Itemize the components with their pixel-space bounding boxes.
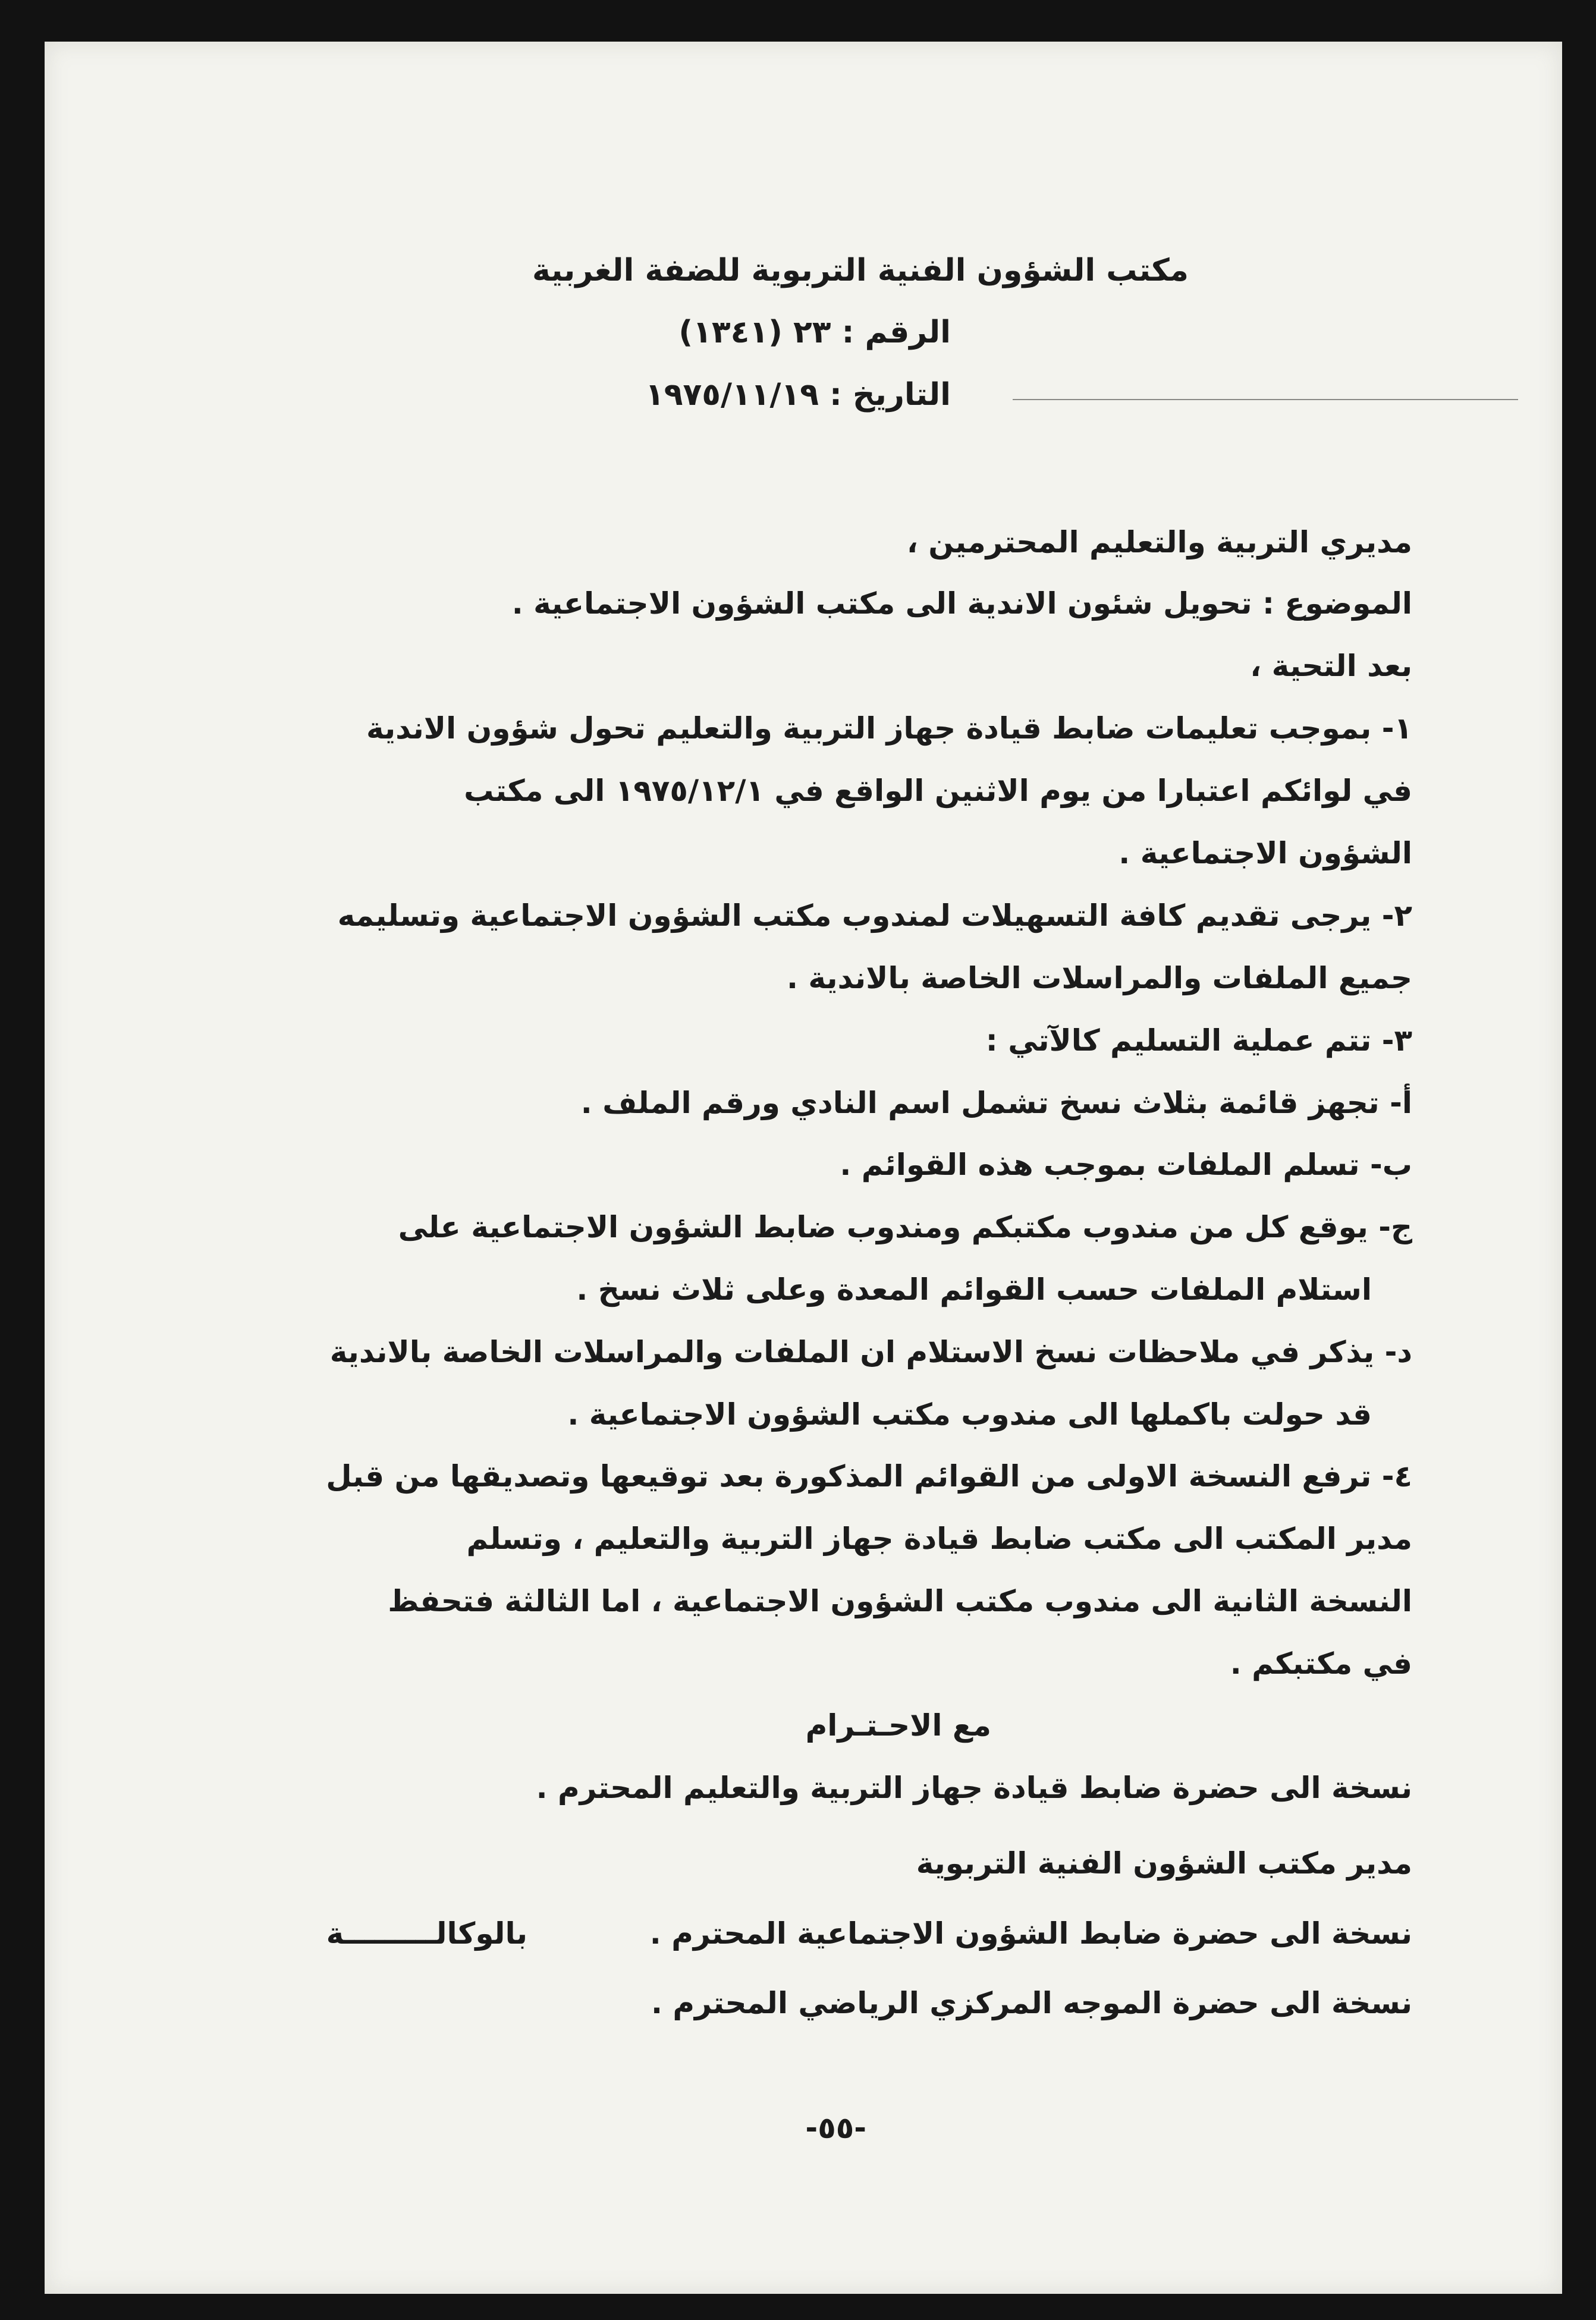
item-3-line-1: ٣- تتم عملية التسليم كالآتي : <box>985 1023 1412 1058</box>
signature-title: مدير مكتب الشؤون الفنية التربوية <box>916 1846 1412 1881</box>
document-page <box>45 42 1562 2294</box>
item-1-line-2: في لوائكم اعتبارا من يوم الاثنين الواقع في ١٩٧٥/١٢/١ الى مكتب <box>464 774 1412 808</box>
item-1-line-3: الشؤون الاجتماعية . <box>1119 836 1412 870</box>
item-4-line-1: ٤- ترفع النسخة الاولى من القوائم المذكورة بعد توقيعها وتصديقها من قبل <box>326 1459 1412 1494</box>
office-title: مكتب الشؤون الفنية التربوية للضفة الغربية <box>532 253 1189 288</box>
signature-proxy: بالوكالـــــــــة <box>326 1916 527 1951</box>
greeting-line: بعد التحية ، <box>1250 649 1412 683</box>
addressee-line: مديري التربية والتعليم المحترمين ، <box>906 525 1412 559</box>
item-1-line-1: ١- بموجب تعليمات ضابط قيادة جهاز التربية والتعليم تحول شؤون الاندية <box>366 711 1412 746</box>
header-divider <box>1013 399 1518 400</box>
item-3-subitem-a: أ- تجهز قائمة بثلاث نسخ تشمل اسم النادي ورقم الملف . <box>580 1086 1412 1120</box>
item-2-line-2: جميع الملفات والمراسلات الخاصة بالاندية . <box>786 961 1412 995</box>
item-3-subitem-d-line-1: د- يذكر في ملاحظات نسخ الاستلام ان الملفات والمراسلات الخاصة بالاندية <box>329 1335 1412 1369</box>
item-3-subitem-b: ب- تسلم الملفات بموجب هذه القوائم . <box>840 1148 1412 1182</box>
subject-line: الموضوع : تحويل شئون الاندية الى مكتب الشؤون الاجتماعية . <box>511 586 1412 621</box>
item-4-line-3: النسخة الثانية الى مندوب مكتب الشؤون الاجتماعية ، اما الثالثة فتحفظ <box>388 1584 1412 1618</box>
copy-recipient-3: نسخة الى حضرة الموجه المركزي الرياضي المحترم . <box>651 1986 1412 2020</box>
letter-date: التاريخ : ١٩٧٥/١١/١٩ <box>645 377 951 413</box>
reference-number: الرقم : ٢٣ (١٣٤١) <box>678 315 951 350</box>
item-3-subitem-c-line-1: ج- يوقع كل من مندوب مكتبكم ومندوب ضابط الشؤون الاجتماعية على <box>398 1210 1412 1244</box>
item-4-line-2: مدير المكتب الى مكتب ضابط قيادة جهاز التربية والتعليم ، وتسلم <box>466 1521 1412 1556</box>
copy-recipient-2: نسخة الى حضرة ضابط الشؤون الاجتماعية المحترم . <box>649 1916 1412 1951</box>
item-2-line-1: ٢- يرجى تقديم كافة التسهيلات لمندوب مكتب الشؤون الاجتماعية وتسليمه <box>337 898 1412 933</box>
item-4-line-4: في مكتبكم . <box>1230 1646 1412 1681</box>
copy-recipient-1: نسخة الى حضرة ضابط قيادة جهاز التربية والتعليم المحترم . <box>536 1771 1412 1805</box>
item-3-subitem-d-line-2: قد حولت باكملها الى مندوب مكتب الشؤون الاجتماعية . <box>567 1397 1372 1432</box>
closing-line: مع الاحـتـرام <box>805 1708 991 1743</box>
page-number: -٥٥- <box>805 2111 866 2145</box>
item-3-subitem-c-line-2: استلام الملفات حسب القوائم المعدة وعلى ثلاث نسخ . <box>576 1272 1372 1307</box>
